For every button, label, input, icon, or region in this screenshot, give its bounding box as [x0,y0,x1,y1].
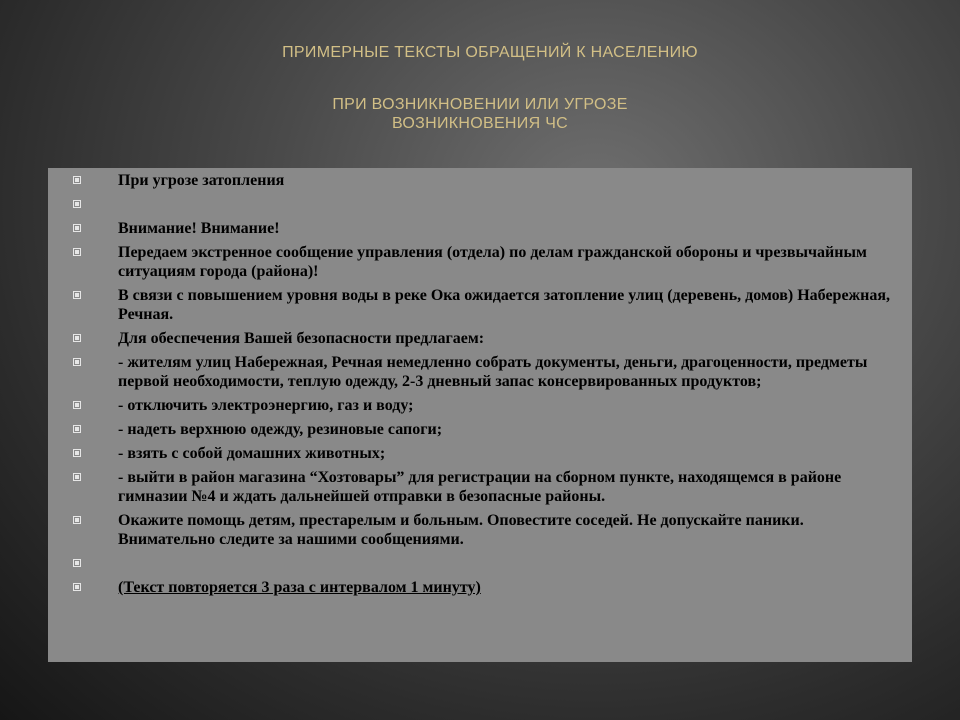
title-line-3: ВОЗНИКНОВЕНИЯ ЧС [391,115,569,132]
item-text: - надеть верхнюю одежду, резиновые сапоги; [118,421,443,438]
item-text: - отключить электроэнергию, газ и воду; [118,397,414,414]
list-item [48,511,912,549]
item-text: Передаем экстренное сообщение управления (отдела) по делам гражданской обороны и чрезвычайным ситуациям города (района)! [118,244,867,280]
list-item [48,243,912,281]
list-item [48,286,912,324]
item-text: Внимание! Внимание! [118,220,280,237]
item-text: - выйти в район магазина “Хозтовары” для регистрации на сборном пункте, находящемся в районе гимназии №4 и ждать дальнейшей отправки в безопасные районы. [118,469,842,505]
square-bullet-icon [73,516,81,524]
item-text: (Текст повторяется 3 раза с интервалом 1 минуту) [118,579,481,596]
square-bullet-icon [73,425,81,433]
list-item [48,444,912,463]
square-bullet-icon [73,358,81,366]
list-item [48,353,912,391]
square-bullet-icon [73,583,81,591]
slide-title [0,44,960,133]
square-bullet-icon [73,176,81,184]
square-bullet-icon [73,291,81,299]
item-text: - жителям улиц Набережная, Речная немедленно собрать документы, деньги, драгоценности, предметы первой необходимости, теплую одежду, 2-3 дневный запас консервированных продуктов; [118,354,868,390]
title-line-1: ПРИМЕРНЫЕ ТЕКСТЫ ОБРАЩЕНИЙ К НАСЕЛЕНИЮ [282,44,698,61]
square-bullet-icon [73,334,81,342]
item-text: В связи с повышением уровня воды в реке Ока ожидается затопление улиц (деревень, домов) Набережная, Речная. [118,287,891,323]
list-item [48,329,912,348]
list-item [48,578,912,597]
title-line-2: ПРИ ВОЗНИКНОВЕНИИ ИЛИ УГРОЗЕ [332,96,628,113]
square-bullet-icon [73,473,81,481]
list-item [48,396,912,415]
list-item [48,171,912,190]
square-bullet-icon [73,248,81,256]
list-item [48,554,912,573]
square-bullet-icon [73,401,81,409]
item-text: Окажите помощь детям, престарелым и больным. Оповестите соседей. Не допускайте паники. Внимательно следите за нашими сообщениями. [118,512,804,548]
item-text: При угрозе затопления [118,172,285,189]
square-bullet-icon [73,449,81,457]
item-text [118,554,894,573]
list-item [48,219,912,238]
square-bullet-icon [73,200,81,208]
list-item [48,468,912,506]
list-item [48,420,912,439]
item-text: Для обеспечения Вашей безопасности предлагаем: [118,330,485,347]
item-text: - взять с собой домашних животных; [118,445,386,462]
bullet-list [48,171,912,602]
item-text [118,195,894,214]
square-bullet-icon [73,224,81,232]
list-item [48,195,912,214]
square-bullet-icon [73,559,81,567]
content-panel [48,168,912,662]
